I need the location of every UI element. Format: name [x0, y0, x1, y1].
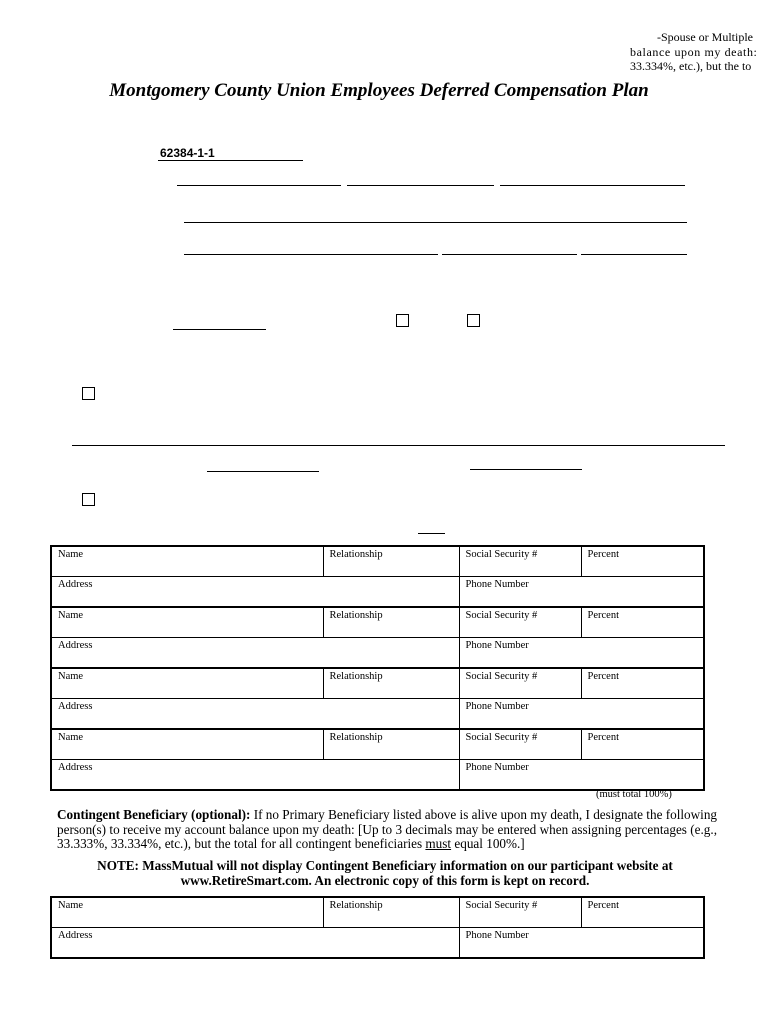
address-cell[interactable]: Address [51, 577, 459, 608]
beneficiary-row [51, 729, 704, 760]
ssn-cell[interactable]: Social Security # [459, 668, 581, 699]
beneficiary-row [51, 897, 704, 928]
ssn-cell[interactable]: Social Security # [459, 729, 581, 760]
relationship-cell[interactable]: Relationship [323, 546, 459, 577]
percent-cell[interactable]: Percent [581, 897, 704, 928]
phone-cell[interactable]: Phone Number [459, 699, 704, 730]
massmutual-note [0, 859, 770, 889]
spouse-name-field[interactable] [72, 445, 725, 446]
percent-cell[interactable]: Percent [581, 729, 704, 760]
small-blank-line [418, 533, 445, 534]
address-cell[interactable]: Address [51, 699, 459, 730]
beneficiary-row [51, 668, 704, 699]
city-field[interactable] [184, 254, 438, 255]
checkbox-multiple[interactable] [82, 493, 95, 506]
note-line-2: www.RetireSmart.com. An electronic copy of this form is kept on record. [180, 872, 590, 888]
contingent-beneficiary-table [50, 896, 705, 959]
address-cell[interactable]: Address [51, 760, 459, 791]
page-title: Montgomery County Union Employees Deferred Compensation Plan [109, 80, 649, 101]
ssn-cell[interactable]: Social Security # [459, 897, 581, 928]
name-cell[interactable]: Name [51, 546, 323, 577]
birth-date-field[interactable] [173, 329, 266, 330]
street-address-field[interactable] [184, 222, 687, 223]
state-field[interactable] [442, 254, 577, 255]
top-note-line-2: balance upon my death: [630, 44, 758, 59]
relationship-cell[interactable]: Relationship [323, 668, 459, 699]
name-cell[interactable]: Name [51, 897, 323, 928]
last-name-field[interactable] [500, 185, 685, 186]
contingent-text-b: equal 100%.] [451, 836, 525, 852]
primary-beneficiary-table [50, 545, 705, 791]
top-note-line-3: 33.334%, etc.), but the to [630, 59, 752, 73]
middle-name-field[interactable] [347, 185, 494, 186]
contingent-beneficiary-paragraph [57, 808, 717, 852]
contingent-text-must: must [425, 836, 452, 852]
account-number-line [158, 160, 303, 161]
name-cell[interactable]: Name [51, 668, 323, 699]
relationship-cell[interactable]: Relationship [323, 897, 459, 928]
phone-cell[interactable]: Phone Number [459, 577, 704, 608]
checkbox-spouse[interactable] [82, 387, 95, 400]
name-cell[interactable]: Name [51, 729, 323, 760]
phone-cell[interactable]: Phone Number [459, 760, 704, 791]
beneficiary-address-row [51, 638, 704, 669]
percent-cell[interactable]: Percent [581, 546, 704, 577]
zip-field[interactable] [581, 254, 687, 255]
beneficiary-address-row [51, 928, 704, 959]
ssn-cell[interactable]: Social Security # [459, 546, 581, 577]
percent-cell[interactable]: Percent [581, 607, 704, 638]
beneficiary-row [51, 607, 704, 638]
first-name-field[interactable] [177, 185, 341, 186]
spouse-signature-date-field[interactable] [207, 471, 319, 472]
address-cell[interactable]: Address [51, 928, 459, 959]
beneficiary-address-row [51, 699, 704, 730]
top-note-line-1: -Spouse or Multiple [657, 30, 753, 44]
relationship-cell[interactable]: Relationship [323, 607, 459, 638]
ssn-cell[interactable]: Social Security # [459, 607, 581, 638]
account-number: 62384-1-1 [160, 146, 215, 160]
checkbox-option-1[interactable] [396, 314, 409, 327]
phone-cell[interactable]: Phone Number [459, 928, 704, 959]
beneficiary-address-row [51, 577, 704, 608]
checkbox-option-2[interactable] [467, 314, 480, 327]
name-cell[interactable]: Name [51, 607, 323, 638]
must-total-note: (must total 100%) [596, 789, 672, 800]
contingent-text-a: If no Primary Beneficiary listed above is alive upon my death, I designate the following person(s) to receive my account balance upon my death: [Up to 3 decimals may be entered when assigning percentages (e.g., 33.333%, 33.334%, etc.), but the total for all contingent beneficiaries [57, 807, 718, 852]
beneficiary-address-row [51, 760, 704, 791]
note-line-1: NOTE: MassMutual will not display Contingent Beneficiary information on our participant website at [97, 858, 673, 873]
contingent-heading: Contingent Beneficiary (optional): [57, 807, 251, 822]
address-cell[interactable]: Address [51, 638, 459, 669]
phone-cell[interactable]: Phone Number [459, 638, 704, 669]
beneficiary-row [51, 546, 704, 577]
percent-cell[interactable]: Percent [581, 668, 704, 699]
relationship-cell[interactable]: Relationship [323, 729, 459, 760]
top-right-note [630, 30, 770, 74]
spouse-witness-field[interactable] [470, 469, 582, 470]
